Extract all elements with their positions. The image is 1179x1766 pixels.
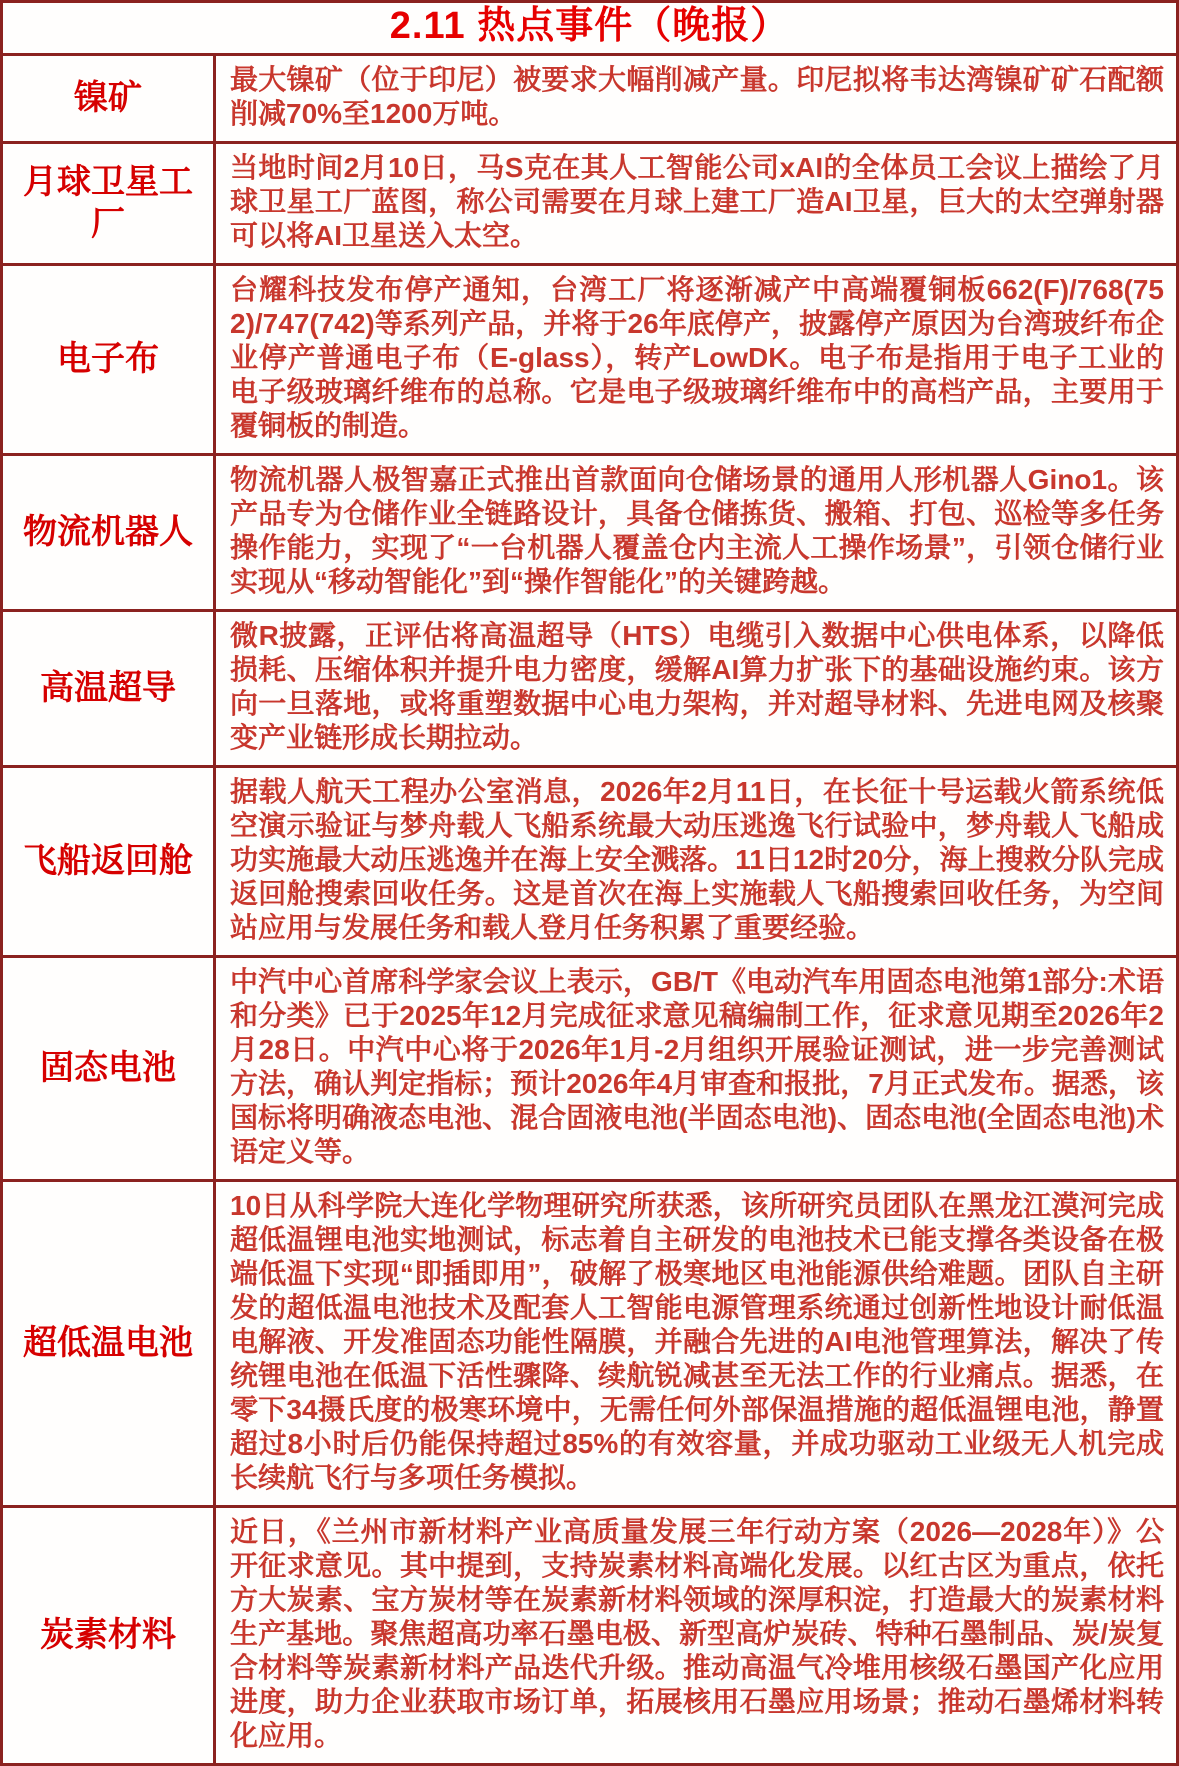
event-description: 中汽中心首席科学家会议上表示，GB/T《电动汽车用固态电池第1部分:术语和分类》已于2025年12月完成征求意见稿编制工作，征求意见期至2026年2月28日。中汽中心将于2026年1月-2月组织开展验证测试，进一步完善测试方法，确认判定指标；预计2026年4月审查和报批，7月正式发布。据悉，该国标将明确液态电池、混合固液电池(半固态电池)、固态电池(全固态电池)术语定义等。: [230, 965, 1164, 1167]
table-row: [3, 56, 1176, 144]
table-row: [3, 266, 1176, 456]
table-row: [3, 612, 1176, 768]
event-category-label: 高温超导: [40, 669, 176, 708]
event-description: 台耀科技发布停产通知，台湾工厂将逐渐减产中高端覆铜板662(F)/768(752)/747(742)等系列产品，并将于26年底停产，披露停产原因为台湾玻纤布企业停产普通电子布（E-glass），转产LowDK。电子布是指用于电子工业的电子级玻璃纤维布的总称。它是电子级玻璃纤维布中的高档产品，主要用于覆铜板的制造。: [230, 273, 1164, 441]
event-category-label: 飞船返回舱: [23, 842, 193, 881]
event-description: 当地时间2月10日，马S克在其人工智能公司xAI的全体员工会议上描绘了月球卫星工厂蓝图，称公司需要在月球上建工厂造AI卫星，巨大的太空弹射器可以将AI卫星送入太空。: [230, 151, 1164, 251]
event-category-label: 月球卫星工厂: [23, 162, 193, 244]
event-description-cell: [216, 612, 1176, 765]
page-title: 2.11 热点事件（晚报）: [389, 5, 790, 47]
event-category-cell: [3, 612, 216, 765]
event-category-cell: [3, 1508, 216, 1763]
event-description: 物流机器人极智嘉正式推出首款面向仓储场景的通用人形机器人Gino1。该产品专为仓储作业全链路设计，具备仓储拣货、搬箱、打包、巡检等多任务操作能力，实现了“一台机器人覆盖仓内主流人工操作场景”，引领仓储行业实现从“移动智能化”到“操作智能化”的关键跨越。: [230, 463, 1164, 597]
event-category-label: 电子布: [57, 340, 159, 379]
event-description-cell: [216, 1508, 1176, 1763]
table-row: [3, 144, 1176, 266]
event-category-cell: [3, 1182, 216, 1505]
event-category-label: 炭素材料: [40, 1616, 176, 1655]
event-description-cell: [216, 958, 1176, 1179]
table-row: [3, 1508, 1176, 1763]
table-row: [3, 958, 1176, 1182]
table-row: [3, 1182, 1176, 1508]
event-description: 近日，《兰州市新材料产业高质量发展三年行动方案（2026—2028年）》公开征求意见。其中提到，支持炭素材料高端化发展。以红古区为重点，依托方大炭素、宝方炭材等在炭素新材料领域的深厚积淀，打造最大的炭素材料生产基地。聚焦超高功率石墨电极、新型高炉炭砖、特种石墨制品、炭/炭复合材料等炭素新材料产品迭代升级。推动高温气冷堆用核级石墨国产化应用进度，助力企业获取市场订单，拓展核用石墨应用场景；推动石墨烯材料转化应用。: [230, 1515, 1164, 1751]
event-description-cell: [216, 1182, 1176, 1505]
event-category-cell: [3, 768, 216, 955]
event-category-label: 固态电池: [40, 1049, 176, 1088]
event-description-cell: [216, 266, 1176, 453]
event-category-label: 物流机器人: [23, 513, 193, 552]
event-description-cell: [216, 56, 1176, 141]
event-description: 据载人航天工程办公室消息，2026年2月11日，在长征十号运载火箭系统低空演示验证与梦舟载人飞船系统最大动压逃逸飞行试验中，梦舟载人飞船成功实施最大动压逃逸并在海上安全溅落。11日12时20分，海上搜救分队完成返回舱搜索回收任务。这是首次在海上实施载人飞船搜索回收任务，为空间站应用与发展任务和载人登月任务积累了重要经验。: [230, 775, 1164, 943]
event-description-cell: [216, 456, 1176, 609]
event-description-cell: [216, 768, 1176, 955]
event-category-label: 镍矿: [74, 79, 142, 118]
title-row: [3, 3, 1176, 56]
event-category-cell: [3, 266, 216, 453]
table-row: [3, 456, 1176, 612]
event-description: 最大镍矿（位于印尼）被要求大幅削减产量。印尼拟将韦达湾镍矿矿石配额削减70%至1200万吨。: [230, 63, 1164, 129]
event-category-cell: [3, 56, 216, 141]
event-description-cell: [216, 144, 1176, 263]
event-category-cell: [3, 456, 216, 609]
event-category-label: 超低温电池: [23, 1324, 193, 1363]
event-category-cell: [3, 144, 216, 263]
event-category-cell: [3, 958, 216, 1179]
event-description: 10日从科学院大连化学物理研究所获悉，该所研究员团队在黑龙江漠河完成超低温锂电池实地测试，标志着自主研发的电池技术已能支撑各类设备在极端低温下实现“即插即用”，破解了极寒地区电池能源供给难题。团队自主研发的超低温电池技术及配套人工智能电源管理系统通过创新性地设计耐低温电解液、开发准固态功能性隔膜，并融合先进的AI电池管理算法，解决了传统锂电池在低温下活性骤降、续航锐减甚至无法工作的行业痛点。据悉，在零下34摄氏度的极寒环境中，无需任何外部保温措施的超低温锂电池，静置超过8小时后仍能保持超过85%的有效容量，并成功驱动工业级无人机完成长续航飞行与多项任务模拟。: [230, 1189, 1164, 1493]
event-description: 微R披露，正评估将高温超导（HTS）电缆引入数据中心供电体系，以降低损耗、压缩体积并提升电力密度，缓解AI算力扩张下的基础设施约束。该方向一旦落地，或将重塑数据中心电力架构，并对超导材料、先进电网及核聚变产业链形成长期拉动。: [230, 619, 1164, 753]
table-row: [3, 768, 1176, 958]
